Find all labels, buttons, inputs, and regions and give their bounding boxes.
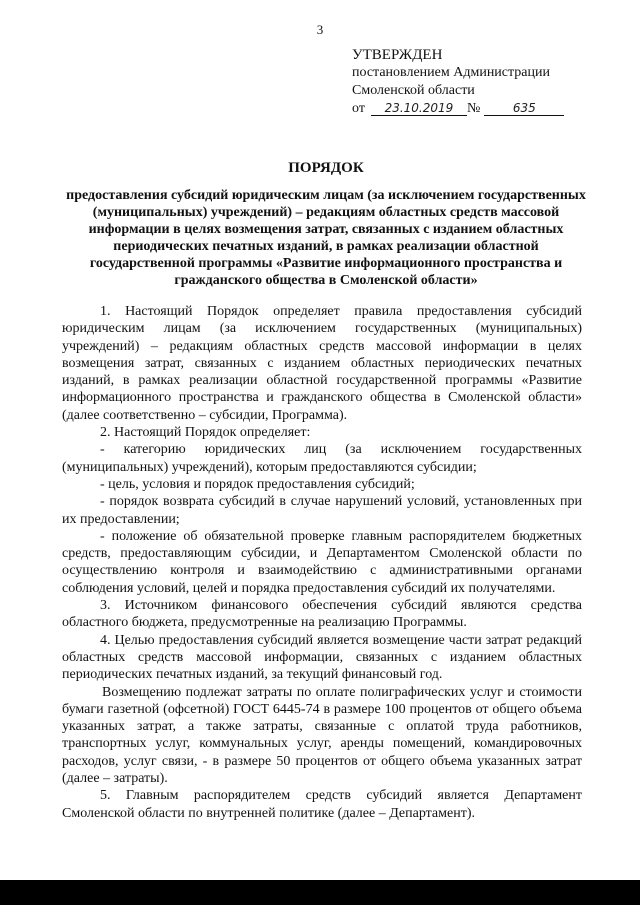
list-item: - категорию юридических лиц (за исключением государственных (муниципальных) учреждений), которым предоставляются субсидии;: [62, 442, 582, 475]
page-number: 3: [316, 22, 324, 37]
scan-bottom-border: [0, 880, 640, 905]
approval-stamp-block: [352, 46, 622, 118]
list-item: - положение об обязательной проверке главным распорядителем бюджетных средств, предоставляющим субсидии, и Департаментом Смоленской области по осуществлению контроля и взаимодействию с административными органами соблюдения условий, целей и порядка предоставления субсидий их получателями.: [62, 528, 582, 596]
paragraph-2: 2. Настоящий Порядок определяет:: [100, 425, 311, 441]
document-title-block: [56, 160, 596, 289]
handwritten-number: 635: [484, 101, 564, 116]
list-item: - порядок возврата субсидий в случае нарушений условий, установленных при их предоставлении;: [62, 494, 582, 527]
approval-date-number-line: [352, 100, 622, 118]
paragraph-4: 4. Целью предоставления субсидий является возмещение части затрат редакций областных средств массовой информации, связанных с изданием областных периодических печатных изданий, за текущий финансовый год.: [62, 632, 582, 683]
document-title: ПОРЯДОК: [288, 160, 364, 176]
list-item: - цель, условия и порядок предоставления субсидий;: [100, 476, 415, 492]
paragraph-4-cont: Возмещению подлежат затраты по оплате полиграфических услуг и стоимости бумаги газетной (офсетной) ГОСТ 6445-74 в размере 100 процентов от общего объема указанных затрат, а также затраты, связанные с оплатой труда работников, транспортных услуг, коммунальных услуг, аренды помещений, командировочных расходов, услуг связи, - в размере 50 процентов от общего объема указанных затрат (далее – затраты).: [62, 684, 582, 787]
paragraph-1: 1. Настоящий Порядок определяет правила предоставления субсидий юридическим лицам (за исключением государственных (муниципальных) учреждений) – редакциям областных средств массовой информации в целях возмещения затрат, связанных с изданием областных периодических печатных изданий, в рамках реализации областной государственной программы «Развитие информационного пространства и гражданского общества в Смоленской области» (далее соответственно – субсидии, Программа).: [62, 304, 582, 423]
from-label: от: [352, 101, 365, 116]
approval-heading: УТВЕРЖДЕН: [352, 47, 443, 63]
document-body: [62, 303, 582, 822]
approval-line-1: постановлением Администрации: [352, 65, 550, 80]
document-subtitle: предоставления субсидий юридическим лицам (за исключением государственных (муниципальных) учреждений) – редакциям областных средств массовой информации в целях возмещения затрат, связанных с изданием областных периодических печатных изданий, в рамках реализации областной государственной программы «Развитие информационного пространства и гражданского общества в Смоленской области»: [66, 188, 586, 288]
paragraph-3: 3. Источником финансового обеспечения субсидий являются средства областного бюджета, предусмотренные на реализацию Программы.: [62, 598, 582, 631]
approval-line-2: Смоленской области: [352, 83, 475, 98]
paragraph-5: 5. Главным распорядителем средств субсидий является Департамент Смоленской области по внутренней политике (далее – Департамент).: [62, 788, 582, 821]
handwritten-date: 23.10.2019: [371, 101, 467, 116]
number-label: №: [466, 101, 481, 116]
